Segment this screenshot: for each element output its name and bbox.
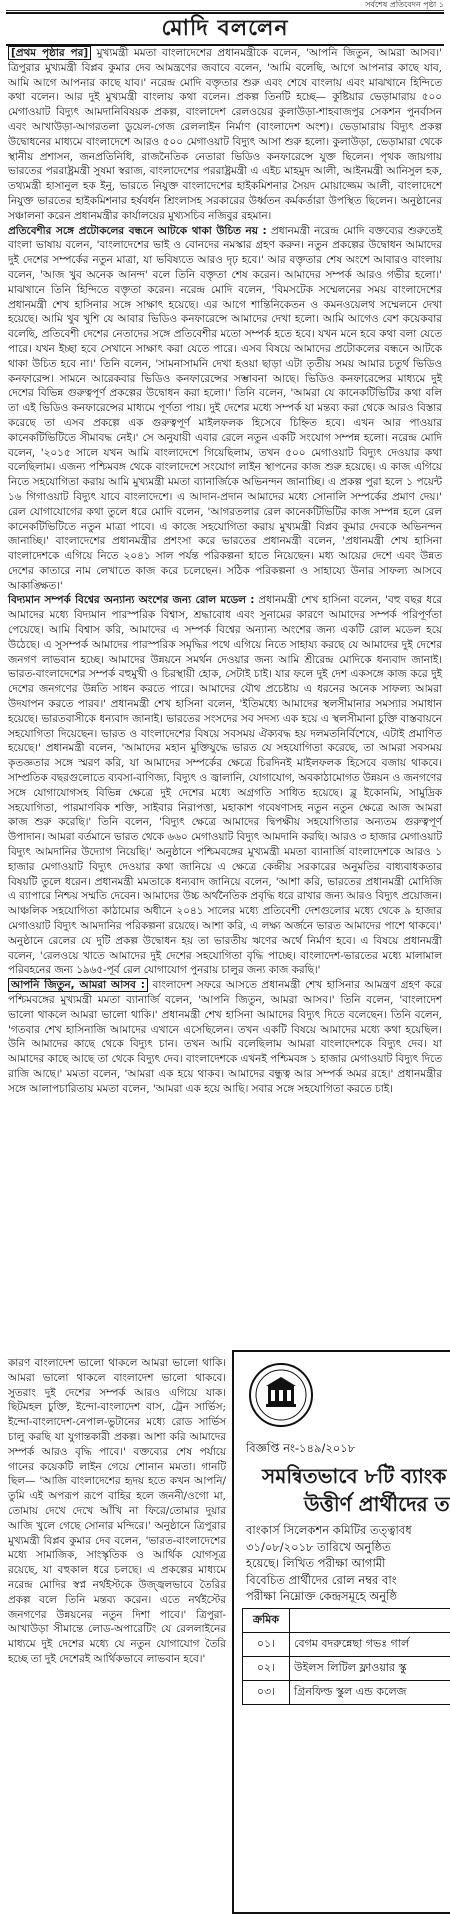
notice-body-line-2: ৩১/০৮/২০১৮ তারিখে অনুষ্ঠিত bbox=[246, 1539, 450, 1556]
paragraph-3 bbox=[8, 593, 442, 978]
table-row bbox=[243, 1633, 450, 1657]
page-header-strip bbox=[6, 0, 444, 11]
paragraph-4-text: বাংলাদেশ সফরে আসতে প্রধানমন্ত্রী শেখ হাসিনার আমন্ত্রণ গ্রহণ করে পশ্চিমবঙ্গের মুখ্যমন্ত্রী মমতা ব্যানার্জি বলেন, 'আপনি জিতুন, আমরা আসব।' তিনি বলেন, 'বাংলাদেশ ভালো থাকলে আমরা ভালো থাকি।' প্রধানমন্ত্রী শেখ হাসিনা আমাদের বিদ্যুৎ দিতে বলেছেন। তিনি বলেন, 'গতবার শেখ হাসিনাজি আমাদের এখানে এসেছিলেন। তখন একটি বিষয়ে আমাদের মধ্যে কথা হয়েছিল। উনি আমাদের কাছে থেকে বিদ্যুৎ চান। তখন আমি বলেছিলাম আমরা বাংলাদেশকে বিদ্যুৎ দেব। যা আমাদের কাছে আছে তা থেকে বিদ্যুৎ দেব। বাংলাদেশকে এখনই পশ্চিমবঙ্গ ১ হাজার মেগাওয়াট বিদ্যুৎ দিতে রাজি আছে।' মমতা বলেন, 'আমরা এক হয়ে থাকব। আমাদের বন্ধুত্ব আর সম্পর্ক অমর রহে।' প্রধানমন্ত্রীর সঙ্গে আলাপচারিতায় মমতা বলেন, 'আমরা এক হয়ে আছি। সবার সঙ্গে সহযোগিতা করতে চাই। bbox=[8, 979, 442, 1095]
page-header-text: সর্বশেষ প্রতিবেদন পৃষ্ঠা ১ bbox=[365, 0, 444, 9]
continuation-kicker: [প্রথম পৃষ্ঠার পর] bbox=[8, 46, 91, 60]
paragraph-2 bbox=[8, 224, 442, 594]
subheading-win-we-come: আপনি জিতুন, আমরা আসব : bbox=[8, 978, 148, 992]
table-header-serial: ক্রমিক bbox=[243, 1609, 290, 1633]
notice-body-line-1: বাংকার্স সিলেকশন কমিটির তত্ত্বাবধ bbox=[246, 1522, 450, 1539]
table-cell-serial: ০১। bbox=[243, 1633, 290, 1657]
article-headline: মোদি বললেন bbox=[6, 12, 444, 46]
notice-number: বিজ্ঞপ্তি নং-১৪৯/২০১৮ bbox=[246, 1440, 355, 1459]
paragraph-2-text: প্রধানমন্ত্রী নরেন্দ্র মোদি বক্তব্যের শুরুতেই বাংলা ভাষায় বলেন, 'বাংলাদেশের ভাই ও বোনদের নমস্কার গ্রহণ করুন। নতুন প্রকল্পের উদ্বোধন আমাদের দুই দেশের সম্পর্কের নতুন মাত্রা, যা ভবিষ্যতে আরও দৃঢ় হবে।' আর বক্তৃতার শেষ অংশে আবারও বাংলায় বলেন, 'আজ খুব অনেক আনন্দ' বলে তিনি বক্তৃতা শেষ করেন। আমাদের সম্পর্ক আরও গভীর হলো।' মাঝখানে তিনি হিন্দিতে বক্তৃতা করেন। নরেন্দ্র মোদি বলেন, 'বিমসটেক সম্মেলনের সময় বাংলাদেশের প্রধানমন্ত্রী শেখ হাসিনার সঙ্গে সাক্ষাৎ হয়েছে। এর আগে শান্তিনিকেতন ও কমনওয়েলথ সম্মেলনে দেখা হয়েছে। আমি খুব খুশি যে আবার ভিডিও কনফারেন্সে আমাদের দেখা হলো। আমি আগেও বেশ কয়েকবার বলেছি, প্রতিবেশী দেশের নেতাদের সঙ্গে প্রতিবেশীর মতো সম্পর্ক হতে হবে। যখন মনে হবে কথা বলা যেতে পারে। যখন ইচ্ছা হবে সেখানে সাক্ষাৎ করা যেতে পারে। এসব বিষয়ে আমাদের প্রটোকলের বন্ধনে আটকে থাকা উচিত হবে না।' তিনি বলেন, 'সামনাসামনি দেখা হওয়া ছাড়া এটা তৃতীয় সময় আমার চতুর্থ ভিডিও কনফারেন্স। সামনে আরেকবার ভিডিও কনফারেন্সের সম্ভাবনা আছে। ভিডিও কনফারেন্সের মাধ্যমে দুই দেশের বিভিন্ন গুরুত্বপূর্ণ প্রকল্পের উদ্বোধন করা হলো।' তিনি বলেন, 'আমরা যে কানেকটিভিটির কথা বলি তা এই ভিডিও কনফারেন্সের মাধ্যমে পূর্ণতা পায়। দুই দেশের মধ্যে সম্পর্ক যা মন্তব্য করা থেকে আরও বিস্তার করেছে তা এসব প্রকল্পে এক গুরুত্বপূর্ণ মাইলফলক হিসেবে চিহ্নিত হবে। এখন আর পাওয়ার কানেকটিভিটিতে সীমাবদ্ধ নেই।' সে অনুযায়ী এবার রেলে নতুন একটি সংযোগ সম্পন্ন হলো। নরেন্দ্র মোদি বলেন, '২০১৫ সালে যখন আমি বাংলাদেশে গিয়েছিলাম, তখন ৫০০ মেগাওয়াট বিদ্যুৎ দেওয়ার কথা বলেছিলাম। এজন্য পশ্চিমবঙ্গ থেকে বাংলাদেশে সংযোগ লাইন স্থাপনের কাজ শুরু হয়েছে। এ কাজ এগিয়ে নিতে সহযোগিতা করায় আমি মুখ্যমন্ত্রী মমতা ব্যানার্জিকে অভিনন্দন জানাচ্ছি। এ প্রকল্প পুরা হলে ১ পয়েন্ট ১৬ গিগাওয়াট বিদ্যুৎ যাবে বাংলাদেশে। এ আদান-প্রদান আমাদের মধ্যে সোনালি সম্পর্কের প্রমাণ দেয়।' রেল যোগাযোগের কথা তুলে ধরে মোদি বলেন, 'আগরতলার রেল কানেকটিভিটির কাজ সম্পন্ন হলে রেল কানেকটিভিটিতে নতুন মাত্রা পাবে। এ কাজে সহযোগিতা করায় মুখ্যমন্ত্রী বিপ্লব কুমার দেবকে অভিনন্দন জানাচ্ছি।' বাংলাদেশের প্রধানমন্ত্রীর প্রশংসা করে ভারতের প্রধানমন্ত্রী বলেন, 'প্রধানমন্ত্রী শেখ হাসিনা বাংলাদেশকে এগিয়ে নিতে ২০৪১ সাল পর্যন্ত পরিকল্পনা হাতে নিয়েছেন। মধ্য আয়ের দেশে এবং উন্নত দেশের কাতারে নাম লেখাতে কাজ করে চলেছেন। সঠিক পরিকল্পনা ও সাহায্যে উনার সাফল্য আসবে আকাঙ্ক্ষিত।' bbox=[8, 225, 442, 592]
notice-body-line-3: হয়েছে। লিখিত পরীক্ষা আগামী bbox=[246, 1555, 450, 1572]
notice-body-line-5: পরীক্ষা নিম্নোক্ত কেন্দ্রসমূহে অনুষ্ঠি bbox=[246, 1588, 450, 1605]
table-row bbox=[243, 1681, 450, 1705]
article-body bbox=[8, 46, 442, 1097]
paragraph-1 bbox=[8, 46, 442, 224]
paragraph-4-continued: কারণ বাংলাদেশ ভালো থাকলে আমরা ভালো থাকি। আমরা ভালো থাকলে বাংলাদেশ ভালো থাকবে। সুতরাং দুই দেশের সম্পর্ক আরও এগিয়ে যাক। ছিটমহল চুক্তি, ইন্দো-বাংলাদেশ বাস, ট্রেন সার্ভিস; ইন্দো-বাংলাদেশ-নেপাল-ভুটানের মধ্যে রোড সার্ভিস চালু করছি যা যুগান্তকারী প্রকল্প। আশা করি আমাদের সম্পর্ক আরও বৃদ্ধি পাবে।' বক্তব্যের শেষ পর্যায়ে গানের কয়েকটি লাইন গেয়ে শোনান মমতা। গানটি ছিল— 'আজি বাংলাদেশের হৃদয় হতে কখন আপনি/তুমি এই অপরূপ রূপে বাহির হলে জননী/ওগো মা, তোমায় দেখে দেখে আঁখি না ফিরে/তোমার দুয়ার আজি খুলে গেছে সোনার মন্দিরে।' অনুষ্ঠানে ত্রিপুরার মুখ্যমন্ত্রী বিপ্লব কুমার দেব বলেন, 'ভারত-বাংলাদেশের মধ্যে সামাজিক, সাংস্কৃতিক ও আর্থিক যোগসূত্র রয়েছে, যা বহুকাল ধরে চলছে। এ প্রকল্পের মাধ্যমে নরেন্দ্র মোদির স্বপ্ন নর্থইস্টকে উজ্জ্বলভাবে তৈরির প্রকল্প বলে তিনি মন্তব্য করেন। এতে নর্থইস্টের জনগণের উন্নয়নের নতুন দিশা পাবে।' ত্রিপুরা-আখাউড়া সীমান্তে লোড-অপারেটিং যে রেললাইনের মাধ্যমে দুই দেশের মধ্যে যে নতুন যোগাযোগ তৈরি হচ্ছে তা দুই দেশেরই আর্থিকভাবে লাভবান হবে।' bbox=[8, 1356, 226, 1667]
notice-title-line-1: সমন্বিতভাবে ৮টি ব্যাংক bbox=[262, 1462, 446, 1495]
table-cell-centre: বেগম বদরুন্নেছা গভঃ গার্ল bbox=[290, 1633, 450, 1657]
table-cell-centre: গ্রিনফিল্ড স্কুল এন্ড কলেজ bbox=[290, 1681, 450, 1705]
exam-centre-table bbox=[242, 1608, 450, 1705]
paragraph-1-text: মুখ্যমন্ত্রী মমতা বাংলাদেশের প্রধানমন্ত্রীকে বলেন, 'আপনি জিতুন, আমরা আসব।' ত্রিপুরার মুখ্যমন্ত্রী বিপ্লব কুমার দেব আমন্ত্রণের জবাবে বলেন, 'আমি বলেছি, আগে আপনার কাছে যাব, আমি আগে আপনার কাছে যাব।' নরেন্দ্র মোদি বক্তৃতার শুরু এবং শেষে বাংলায় এবং মাঝখানে হিন্দিতে কথা বলেন। আর দুই মুখ্যমন্ত্রী বাংলায় কথা বলেন। প্রকল্প তিনটি হচ্ছে— কুষ্টিয়ার ভেড়ামারায় ৫০০ মেগাওয়াট বিদ্যুৎ আমদানিবিষয়ক প্রকল্প, বাংলাদেশ রেলওয়ের কুলাউড়া-শাহবাজপুর সেকশন পুনর্বাসন এবং আখাউড়া-আগরতলা ডুয়েল-গেজ রেললাইন নির্মাণ (বাংলাদেশ অংশ)। ভেড়ামারায় বিদ্যুৎ প্রকল্প উদ্বোধনের মাধ্যমে বাংলাদেশে আরও ৫০০ মেগাওয়াট বিদ্যুৎ আসা শুরু হলো। কুলাউড়া, ভেড়ামারা থেকে স্থানীয় প্রশাসন, জনপ্রতিনিধি, রাজনৈতিক নেতারা ভিডিও কনফারেন্সে যুক্ত ছিলেন। পৃথক জায়গায় ভারতের পররাষ্ট্রমন্ত্রী সুষমা স্বরাজ, বাংলাদেশের পররাষ্ট্রমন্ত্রী এ এইচ মাহমুদ আলী, আইনমন্ত্রী আনিসুল হক, তথ্যমন্ত্রী হাসানুল হক ইনু, ভারতে নিযুক্ত বাংলাদেশের হাইকমিশনার সৈয়দ মোয়াজ্জেম আলী, বাংলাদেশে নিযুক্ত ভারতের হাইকমিশনার হর্ষবর্ধন শ্রিংলাসহ সরকারের উর্ধ্বতন কর্মকর্তারা উপস্থিত ছিলেন। অনুষ্ঠানের সঞ্চালনা করেন প্রধানমন্ত্রীর কার্যালয়ের মুখ্যসচিব নজিবুর রহমান। bbox=[8, 47, 442, 222]
table-row bbox=[243, 1657, 450, 1681]
table-cell-serial: ০২। bbox=[243, 1657, 290, 1681]
subheading-role-model: বিদ্যমান সম্পর্ক বিশ্বের অন্যান্য অংশের জন্য রোল মডেল : bbox=[8, 594, 254, 606]
bangladesh-bank-emblem-icon bbox=[248, 1362, 314, 1428]
subheading-protocol: প্রতিবেশীর সঙ্গে প্রটোকলের বন্ধনে আটকে থাকা উচিত নয় : bbox=[8, 225, 267, 237]
article-body-continued bbox=[8, 1356, 226, 1667]
table-cell-centre: উইলস লিটিল ফ্লাওয়ার স্কু bbox=[290, 1657, 450, 1681]
notice-body-line-4: বিবেচিত প্রার্থীদের রোল নম্বর বাং bbox=[246, 1572, 450, 1589]
table-header-row bbox=[243, 1609, 450, 1633]
table-cell-serial: ০৩। bbox=[243, 1681, 290, 1705]
paragraph-4 bbox=[8, 978, 442, 1096]
bank-recruitment-notice bbox=[232, 1350, 450, 1914]
paragraph-3-text: প্রধানমন্ত্রী শেখ হাসিনা বলেন, 'বহু বছর ধরে আমাদের মধ্যে বিদ্যমান পারস্পরিক বিশ্বাস, শ্রদ্ধাবোধ এবং সুনামের কারণে আমাদের সম্পর্ক পরিপূর্ণতা পেয়েছে। আমি বিশ্বাস করি, আমাদের এ সম্পর্ক বিশ্বের অন্যান্য অংশের জন্য একটি রোল মডেল হয়ে উঠেছে। এ সুসম্পর্ক আমাদের পারস্পরিক সমৃদ্ধির পথে এগিয়ে নিতে সাহায্য করছে যে আমাদের দুই দেশের জনগণ লাভবান হচ্ছে। আমাদের উন্নয়নে সমর্থন দেওয়ার জন্য আমি শ্রীরেন্দ্র মোদিকে ধন্যবাদ জানাই। ভারত-বাংলাদেশের সম্পর্ক বহুমুখী ও চিরস্থায়ী হোক, সেটাই চাই। যার ফলে দুই দেশ একসঙ্গে কাজ করে দুই দেশের জনগণের উন্নতি সাধন করতে পারে। আমাদের যৌথ প্রচেষ্টায় এ ধরনের অনেক সাফল্য আমরা উদযাপন করতে পারব।' প্রধানমন্ত্রী শেখ হাসিনা বলেন, 'ইতিমধ্যে আমাদের স্থলসীমানার সমস্যার সমাধান হয়েছে। ভারতবাসীকে ধন্যবাদ জানাই। ভারতের সংসদের সব সদস্য এক হয়ে এ স্থলসীমানা চুক্তি বাস্তবায়নে সহযোগিতা দিয়েছেন। ভারত ও বাংলাদেশের বিষয়ে সবসময় ঐক্যবদ্ধ হয় দলমতনির্বিশেষে, এটাই প্রমাণিত হয়েছে।' প্রধানমন্ত্রী বলেন, 'আমাদের মহান মুক্তিযুদ্ধে ভারত যে সহযোগিতা করেছে, তা আমরা সবসময় কৃতজ্ঞতার সঙ্গে স্মরণ করি, যা আমাদের সম্পর্কের ক্ষেত্রে চিরদিনই মাইলফলক হিসেবে বজায় থাকবে। সাম্প্রতিক বছরগুলোতে ব্যবসা-বাণিজ্য, বিদ্যুৎ ও জ্বালানি, যোগাযোগ, অবকাঠামোগত উন্নয়ন ও জনগণের সঙ্গে যোগাযোগসহ বিভিন্ন ক্ষেত্রে দুই দেশের মধ্যে অগ্রগতি সাধিত হয়েছে। ব্লু ইকোনমি, সামুদ্রিক সহযোগিতা, পারমাণবিক শক্তি, সাইবার নিরাপত্তা, মহাকাশ গবেষণাসহ নতুন নতুন ক্ষেত্রে আজ আমরা কাজ শুরু করেছি।' তিনি বলেন, 'বিদ্যুৎ ক্ষেত্রে আমাদের দ্বিপক্ষীয় সহযোগিতার অন্যতম গুরুত্বপূর্ণ উপাদান। আমরা বর্তমানে ভারত থেকে ৬৬০ মেগাওয়াট বিদ্যুৎ আমদানি করছি। আরও ৩ হাজার মেগাওয়াট বিদ্যুৎ আমদানির উদ্যোগ নিয়েছি।' অনুষ্ঠানে পশ্চিমবঙ্গের মুখ্যমন্ত্রী মমতা ব্যানার্জি বাংলাদেশকে আরও ১ হাজার মেগাওয়াট বিদ্যুৎ দেওয়ার কথা জানিয়ে এ ক্ষেত্রে কেন্দ্রীয় সরকারের অনুমতির বাধ্যবাধকতার বিষয়টি তুলে ধরেন। প্রধানমন্ত্রী মমতাকে ধন্যবাদ জানিয়ে বলেন, 'আশা করি, ভারতের প্রধানমন্ত্রী মোদিজি এ ব্যাপারে নিশ্চয় সম্মতি দেবেন। আমাদের উচ্চ অর্থনৈতিক প্রবৃদ্ধি ধরে রাখার জন্য আরও বিদ্যুৎ প্রয়োজন। আঞ্চলিক সহযোগিতা কাঠামোর অধীনে ২০৪১ সালের মধ্যে প্রতিবেশী দেশগুলোর মধ্যে থেকে ৯ হাজার মেগাওয়াট বিদ্যুৎ আমদানির পরিকল্পনা রয়েছে। আশা করি, এ লক্ষ্য অর্জনে ভারত আমাদের পাশে থাকবে।' অনুষ্ঠানে রেলের যে দুটি প্রকল্প উদ্বোধন হয় তা ভারতীয় ঋণের অর্থে নির্মাণ হবে। এ বিষয়ে প্রধানমন্ত্রী বলেন, 'রেলওয়ে খাতে আমাদের দুই দেশের সহযোগিতা বৃদ্ধি পাচ্ছে। বাংলাদেশ-ভারতের মধ্যে মালামাল পরিবহনের জন্য ১৯৬৫-পূর্ব রেল যোগাযোগ পুনরায় চালুর জন্য কাজ করছি।' bbox=[8, 594, 442, 976]
table-header-centre bbox=[290, 1609, 450, 1633]
notice-body bbox=[246, 1522, 450, 1605]
notice-title-line-2: উত্তীর্ণ প্রার্থীদের ত bbox=[304, 1490, 450, 1523]
